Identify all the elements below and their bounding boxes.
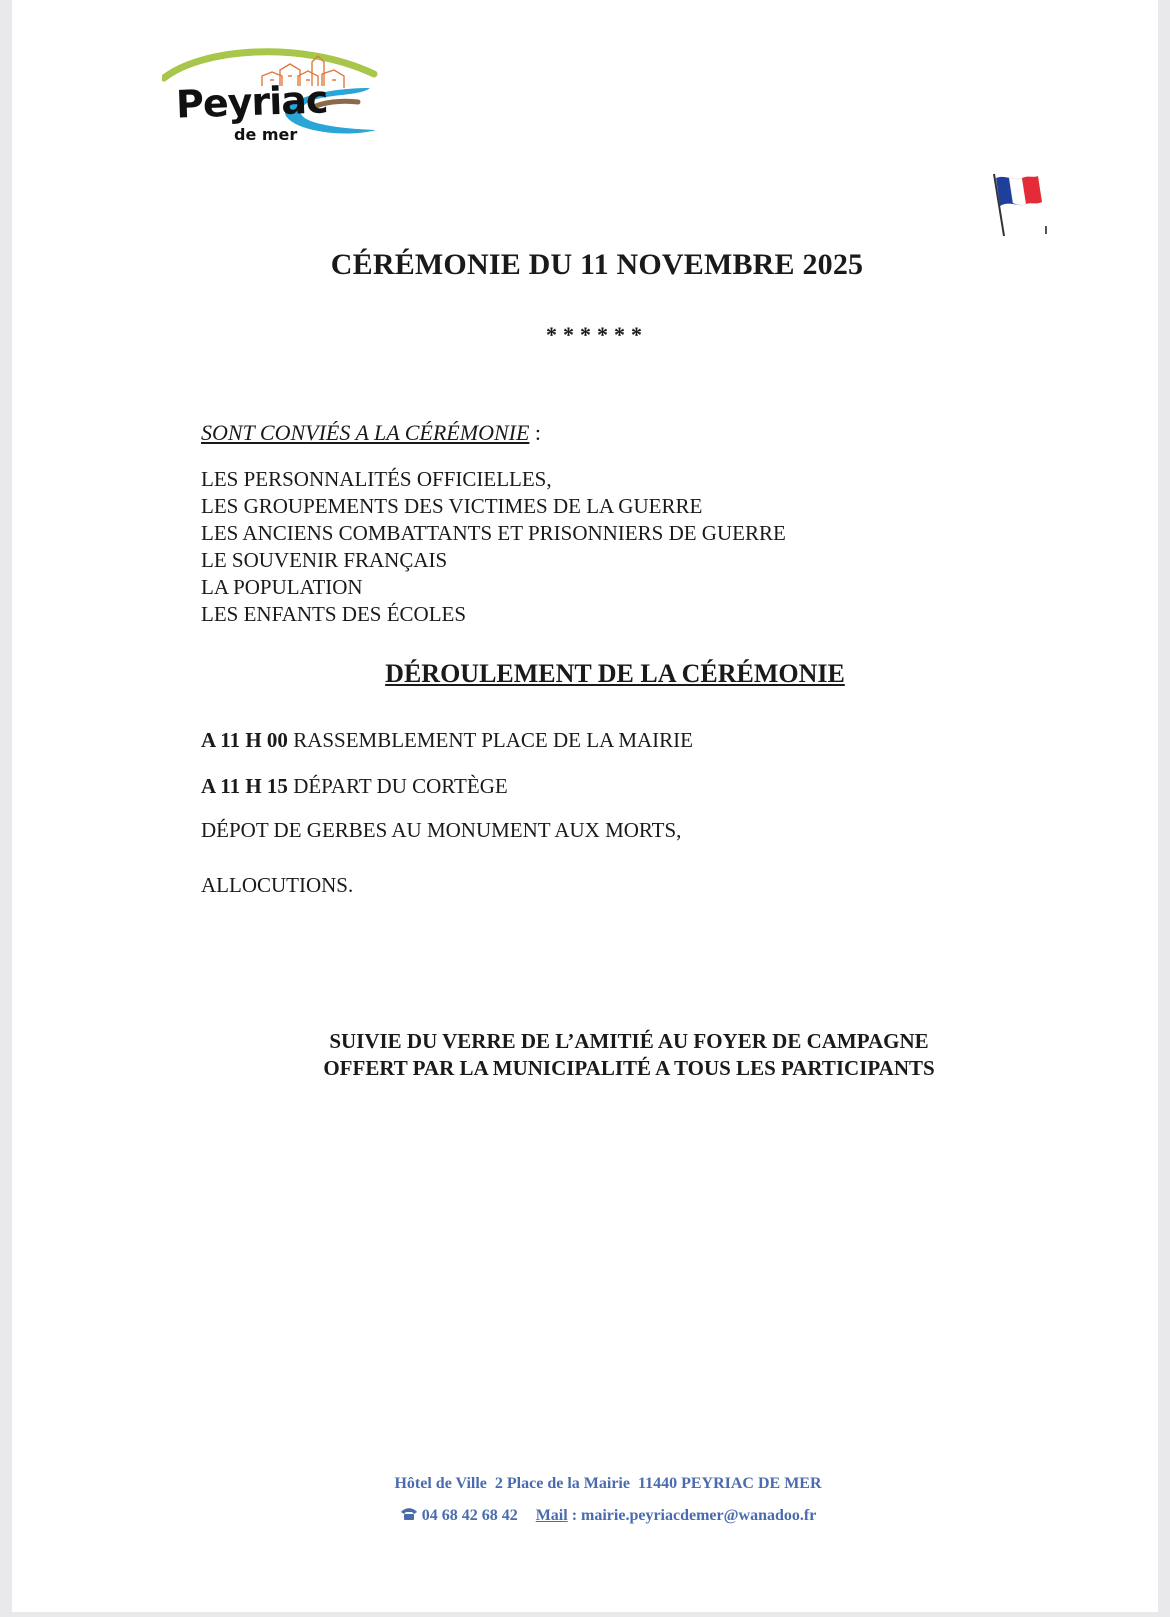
list-item: LES ENFANTS DES ÉCOLES <box>201 602 467 626</box>
list-item: LE SOUVENIR FRANÇAIS <box>201 548 448 572</box>
logo-name: Peyriac <box>175 77 329 127</box>
program-time: A 11 H 15 <box>201 774 288 798</box>
footer-hotel: Hôtel de Ville <box>394 1475 487 1492</box>
footer-mail-label: Mail <box>535 1507 568 1524</box>
list-item: LES GROUPEMENTS DES VICTIMES DE LA GUERRE <box>201 494 703 518</box>
invited-heading-label: SONT CONVIÉS A LA CÉRÉMONIE <box>201 420 530 445</box>
logo-subtitle: de mer <box>234 125 298 144</box>
invited-list <box>201 466 786 628</box>
program-line-gathering <box>201 728 693 753</box>
program-time: A 11 H 00 <box>201 728 288 752</box>
list-item: LA POPULATION <box>201 575 363 599</box>
footer-mail-value: : mairie.peyriacdemer@wanadoo.fr <box>571 1507 817 1524</box>
program-line-speeches: ALLOCUTIONS. <box>201 873 354 897</box>
program-line-wreaths: DÉPOT DE GERBES AU MONUMENT AUX MORTS, <box>201 818 682 842</box>
closing-line: SUIVIE DU VERRE DE L’AMITIÉ AU FOYER DE CAMPAGNE <box>329 1029 929 1053</box>
peyriac-logo <box>162 42 392 150</box>
list-item: LES PERSONNALITÉS OFFICIELLES, <box>201 467 552 491</box>
program-text: RASSEMBLEMENT PLACE DE LA MAIRIE <box>287 728 693 752</box>
separator-stars: ****** <box>546 322 648 347</box>
closing-note <box>12 1028 1158 1082</box>
footer-address <box>12 1475 1158 1493</box>
footer-city: 11440 PEYRIAC DE MER <box>637 1475 822 1492</box>
footer-phone: 04 68 42 68 42 <box>421 1507 518 1524</box>
footer-contact <box>12 1507 1158 1525</box>
program-line-departure <box>201 774 508 799</box>
french-flag-icon <box>992 172 1048 242</box>
invited-heading-colon: : <box>529 420 542 445</box>
footer-street: 2 Place de la Mairie <box>494 1475 630 1492</box>
phone-icon <box>400 1507 418 1521</box>
program-title: DÉROULEMENT DE LA CÉRÉMONIE <box>385 659 845 688</box>
closing-line: OFFERT PAR LA MUNICIPALITÉ A TOUS LES PARTICIPANTS <box>323 1056 935 1080</box>
document-page <box>12 0 1158 1612</box>
page-title: CÉRÉMONIE DU 11 NOVEMBRE 2025 <box>330 248 864 281</box>
list-item: LES ANCIENS COMBATTANTS ET PRISONNIERS DE GUERRE <box>201 521 786 545</box>
invited-heading <box>201 420 541 446</box>
program-text: DÉPART DU CORTÈGE <box>287 774 508 798</box>
